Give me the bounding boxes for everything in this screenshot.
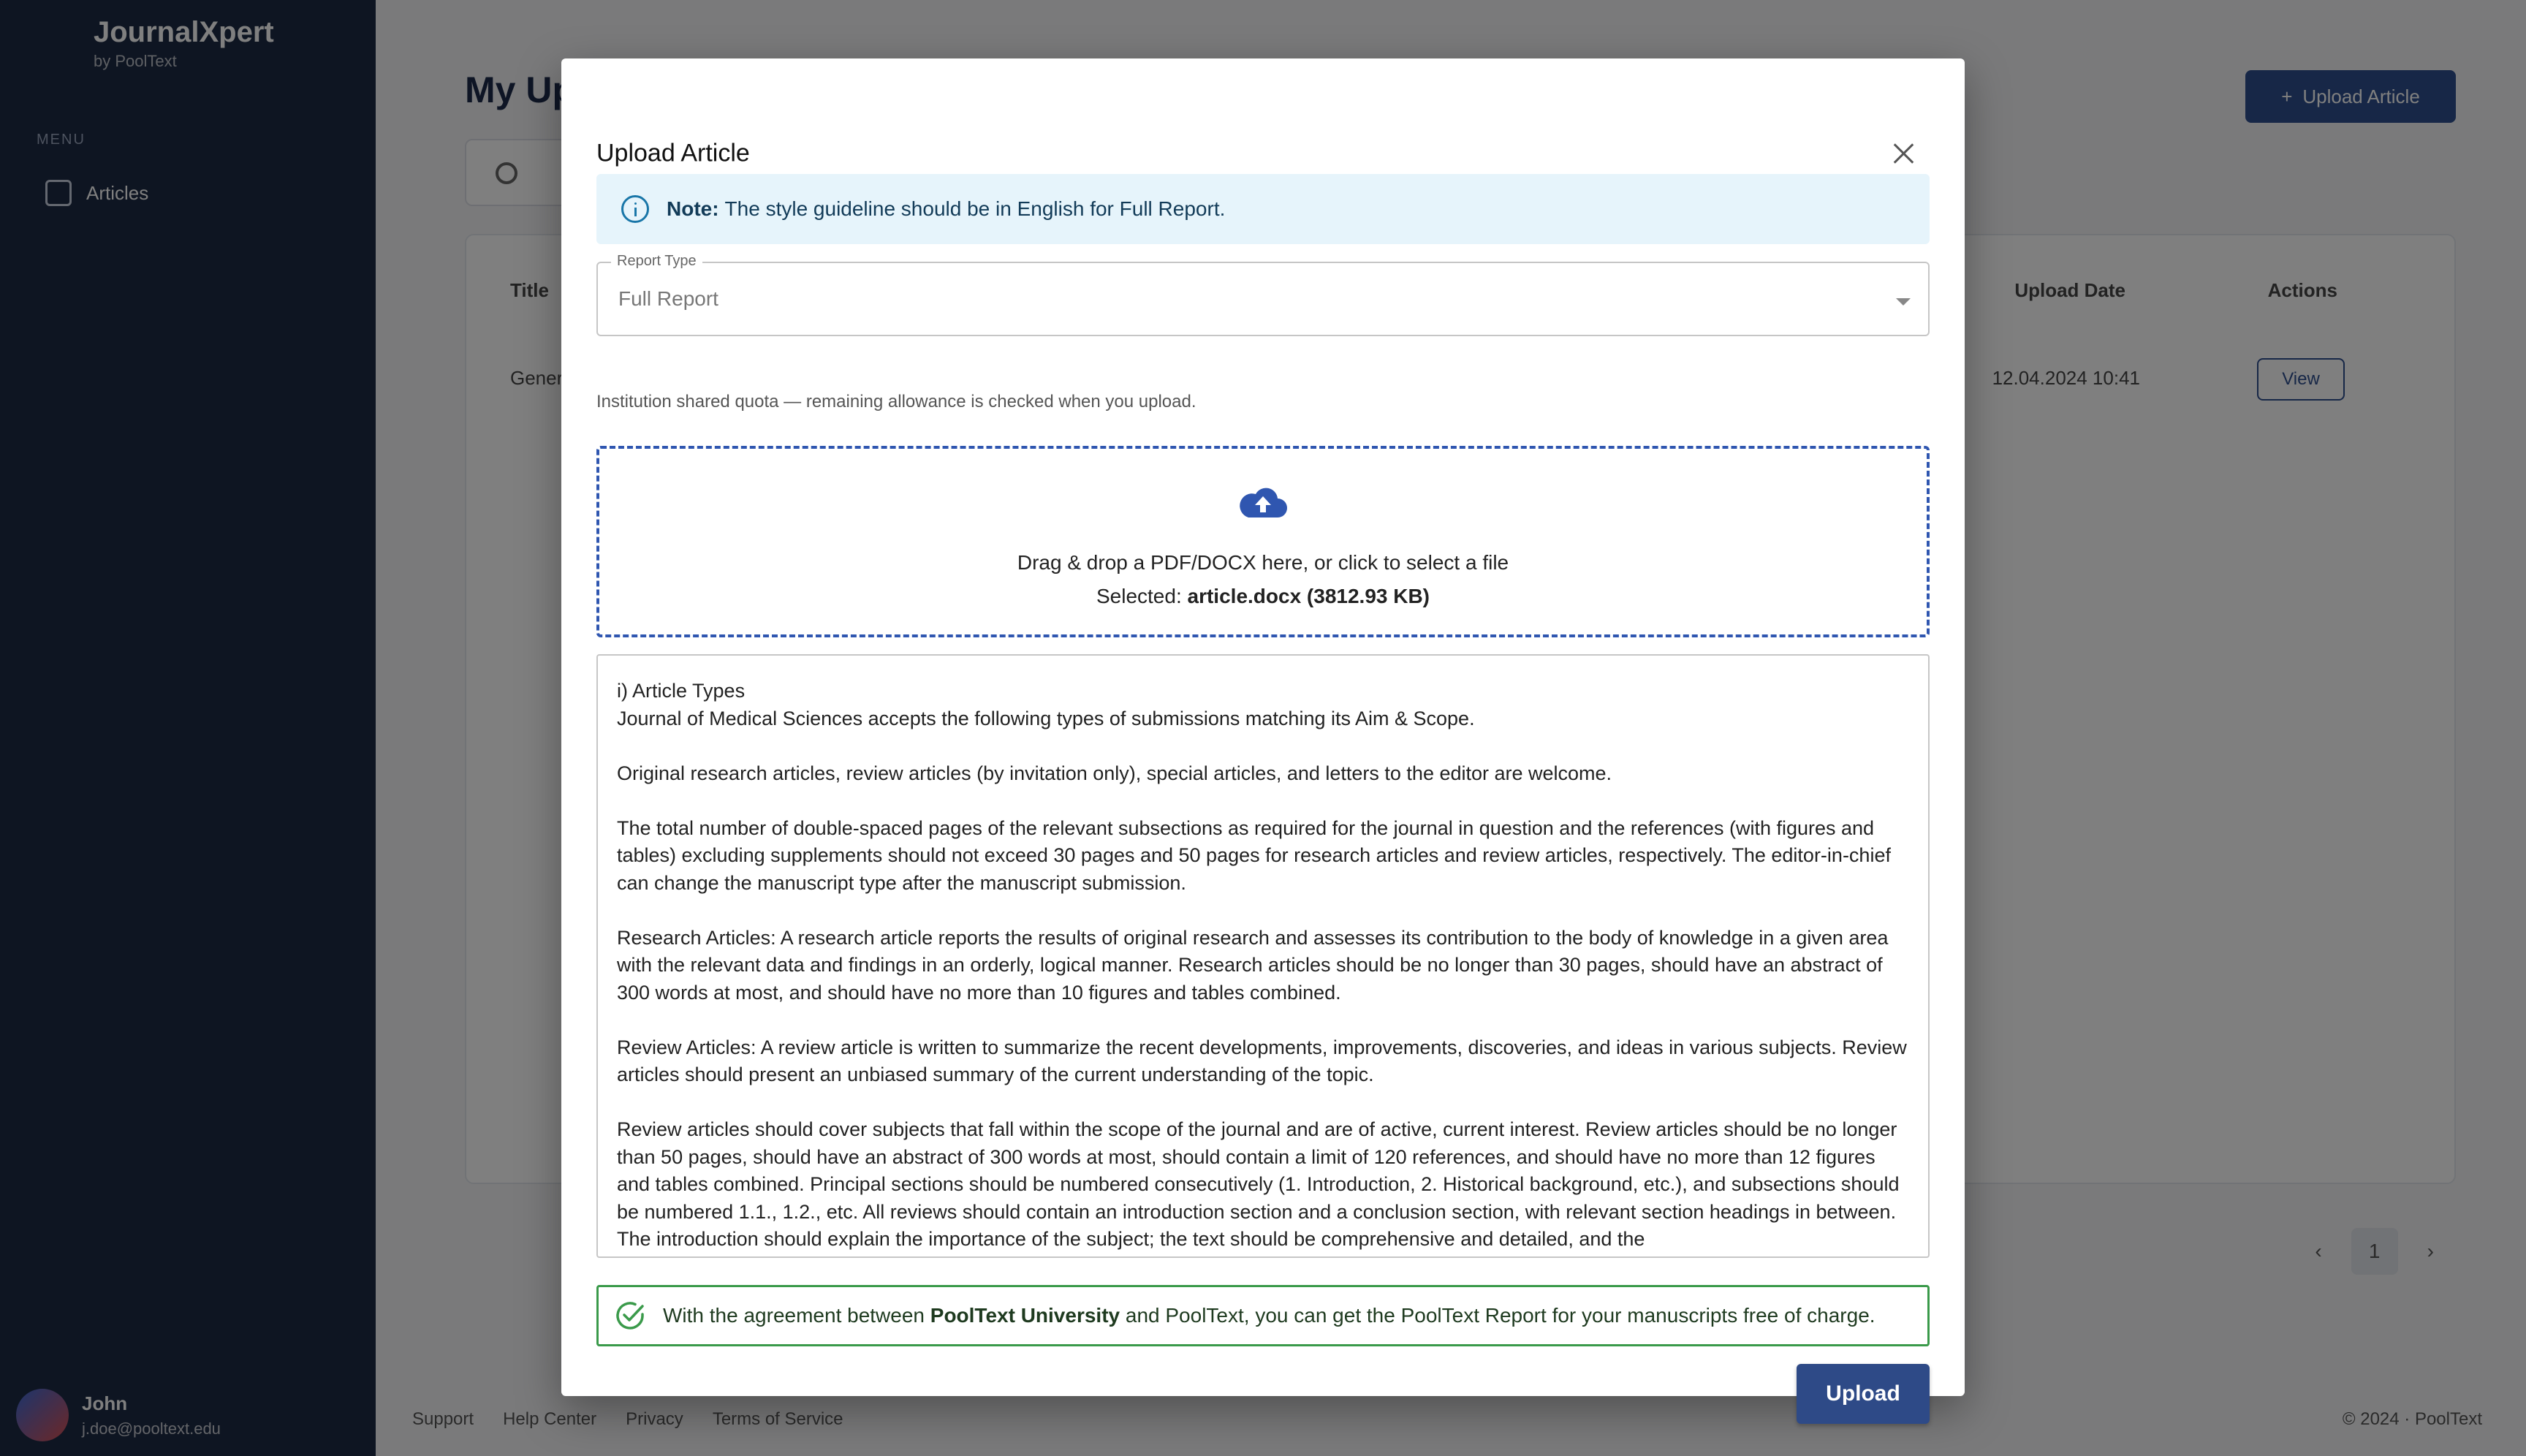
file-dropzone[interactable] [596,446,1930,637]
chevron-down-icon [1896,298,1911,306]
guideline-heading: i) Article Types [617,680,746,702]
report-type-value: Full Report [618,287,718,310]
info-icon [621,195,649,223]
cloud-upload-icon [1238,484,1288,519]
report-type-select[interactable] [596,253,1930,336]
guideline-paragraph: The total number of double-spaced pages of the relevant subsections as required for the journal in question and the references (with figures and tables) excluding supplements should not exceed 30 pages and 50 pages for research articles and review articles, respectively. The editor-in-chief can change the manuscript type after the manuscript submission. [617,816,1891,894]
note-label: Note: [667,197,719,220]
dialog-title: Upload Article [596,139,750,167]
guideline-paragraph: Journal of Medical Sciences accepts the following types of submissions matching its Aim & Scope. [617,707,1475,729]
note-banner [596,174,1930,244]
guideline-paragraph: Original research articles, review articles (by invitation only), special articles, and letters to the editor are welcome. [617,762,1612,784]
close-icon[interactable] [1889,139,1918,168]
agreement-pre: With the agreement between [663,1304,925,1327]
selected-file-name: article.docx (3812.93 KB) [1187,585,1430,607]
agreement-text [663,1304,1875,1327]
agreement-post: and PoolText, you can get the PoolText Report for your manuscripts free of charge. [1125,1304,1875,1327]
agreement-org: PoolText University [930,1304,1120,1327]
quota-helper-text: Institution shared quota — remaining allowance is checked when you upload. [596,392,1196,412]
upload-article-dialog [561,58,1965,1406]
style-guidelines-textarea[interactable] [596,654,1930,1258]
guideline-paragraph: Review articles should cover subjects that fall within the scope of the journal and are of active, current interest. Review articles should be no longer than 50 pages, should have an abstract of 300 words at most, should contain a limit of 120 references, and should have no more than 12 figures and tables combined. Principal sections should be numbered consecutively (1. Introduction, 2. Historical background, etc.), and subsections should be numbered 1.1., 1.2., etc. All reviews should contain an introduction section and a conclusion section, with relevant section headings in between. The introduction should explain the importance of the subject; the text should be comprehensive and detailed, and the [617,1118,1900,1250]
guideline-paragraph: Review Articles: A review article is written to summarize the recent developments, improvements, discoveries, and ideas in various subjects. Review articles should present an unbiased summary of the current understanding of the topic. [617,1036,1907,1085]
upload-button[interactable]: Upload [1797,1364,1930,1424]
agreement-banner [596,1285,1930,1346]
report-type-label: Report Type [611,253,702,270]
selected-prefix: Selected: [1096,585,1182,607]
guideline-paragraph: Research Articles: A research article reports the results of original research and assesses its contribution to the body of knowledge in a given area with the relevant data and findings in an orderly, logical manner. Research articles should be no longer than 30 pages, should have an abstract of 300 words at most, and should have no more than 10 figures and tables combined. [617,926,1889,1004]
selected-file [599,585,1927,608]
note-text [667,197,1225,221]
check-circle-icon [615,1300,645,1331]
dropzone-instructions: Drag & drop a PDF/DOCX here, or click to select a file [1017,551,1509,574]
note-message: The style guideline should be in English for Full Report. [724,197,1226,220]
